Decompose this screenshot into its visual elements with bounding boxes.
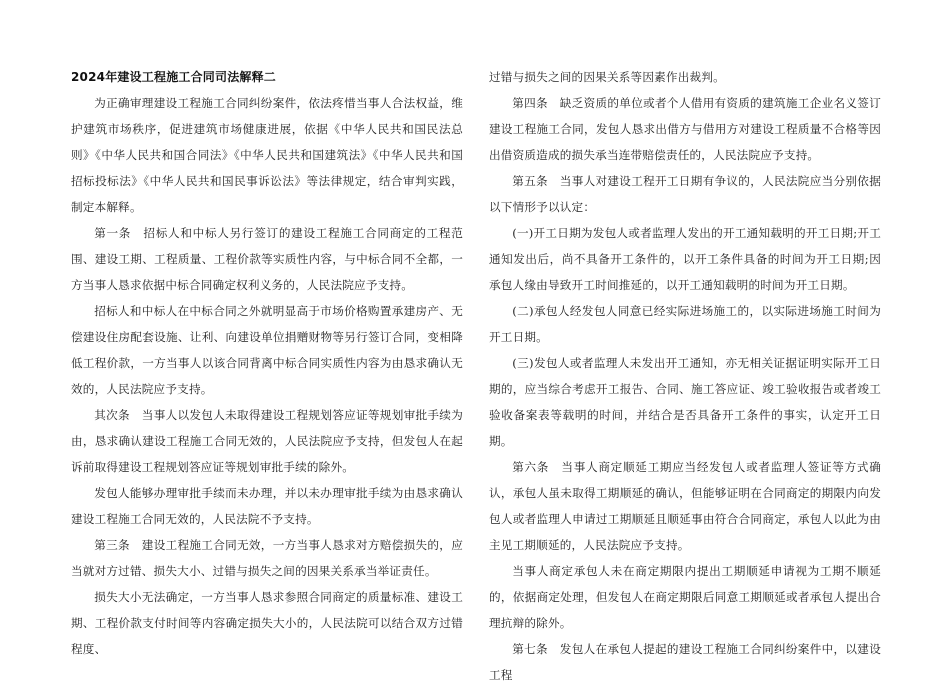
paragraph-continuation: 过错与损失之间的因果关系等因素作出裁判。 [489,70,725,84]
paragraph-article-3-2: 损失大小无法确定，一方当事人恳求参照合同商定的质量标准、建设工期、工程价款支付时间等内容确定损失大小的，人民法院可以结合双方过错程度、 [71,590,463,656]
left-column [71,64,463,662]
document-title: 2024年建设工程施工合同司法解释二 [71,70,276,84]
paragraph-article-7: 第七条 发包人在承包人提起的建设工程施工合同纠纷案件中，以建设工程 [489,642,881,682]
paragraph-article-5-item-2: (二)承包人经发包人同意已经实际进场施工的，以实际进场施工时间为开工日期。 [489,304,881,344]
paragraph-article-5: 第五条 当事人对建设工程开工日期有争议的，人民法院应当分别依据以下情形予以认定： [489,174,881,214]
paragraph-article-1-2: 招标人和中标人在中标合同之外就明显高于市场价格购置承建房产、无偿建设住房配套设施、让利、向建设单位捐赠财物等另行签订合同，变相降低工程价款，一方当事人以该合同背离中标合同实质性内容为由恳求确认无效的，人民法院应予支持。 [71,304,463,396]
paragraph-article-5-item-1: (一)开工日期为发包人或者监理人发出的开工通知载明的开工日期;开工通知发出后，尚不具备开工条件的，以开工条件具备的时间为开工日期;因承包人缘由导致开工时间推延的，以开工通知载明的时间为开工日期。 [489,226,881,292]
paragraph-preamble: 为正确审理建设工程施工合同纠纷案件，依法疼惜当事人合法权益，维护建筑市场秩序，促进建筑市场健康进展，依据《中华人民共和国民法总则》《中华人民共和国合同法》《中华人民共和国建筑法》《中华人民共和国招标投标法》《中华人民共和国民事诉讼法》等法律规定，结合审判实践，制定本解释。 [71,96,463,214]
paragraph-article-4: 第四条 缺乏资质的单位或者个人借用有资质的建筑施工企业名义签订建设工程施工合同，发包人恳求出借方与借用方对建设工程质量不合格等因出借资质造成的损失承当连带赔偿责任的，人民法院应予支持。 [489,96,881,162]
paragraph-article-2-2: 发包人能够办理审批手续而未办理，并以未办理审批手续为由恳求确认建设工程施工合同无效的，人民法院不予支持。 [71,486,463,526]
paragraph-article-3: 第三条 建设工程施工合同无效，一方当事人恳求对方赔偿损失的，应当就对方过错、损失大小、过错与损失之间的因果关系承当举证责任。 [71,538,463,578]
paragraph-article-1: 第一条 招标人和中标人另行签订的建设工程施工合同商定的工程范围、建设工期、工程质量、工程价款等实质性内容，与中标合同不全都，一方当事人恳求依据中标合同确定权利义务的，人民法院应予支持。 [71,226,463,292]
paragraph-article-5-item-3: (三)发包人或者监理人未发出开工通知，亦无相关证据证明实际开工日期的，应当综合考虑开工报告、合同、施工答应证、竣工验收报告或者竣工验收备案表等载明的时间，并结合是否具备开工条件的事实，认定开工日期。 [489,356,881,448]
right-column [489,64,881,688]
paragraph-article-6: 第六条 当事人商定顺延工期应当经发包人或者监理人签证等方式确认，承包人虽未取得工期顺延的确认，但能够证明在合同商定的期限内向发包人或者监理人申请过工期顺延且顺延事由符合合同商定，承包人以此为由主见工期顺延的，人民法院应予支持。 [489,460,881,552]
paragraph-article-6-2: 当事人商定承包人未在商定期限内提出工期顺延申请视为工期不顺延的，依据商定处理，但发包人在商定期限后同意工期顺延或者承包人提出合理抗辩的除外。 [489,564,881,630]
paragraph-article-2: 其次条 当事人以发包人未取得建设工程规划答应证等规划审批手续为由，恳求确认建设工程施工合同无效的，人民法院应予支持，但发包人在起诉前取得建设工程规划答应证等规划审批手续的除外。 [71,408,463,474]
